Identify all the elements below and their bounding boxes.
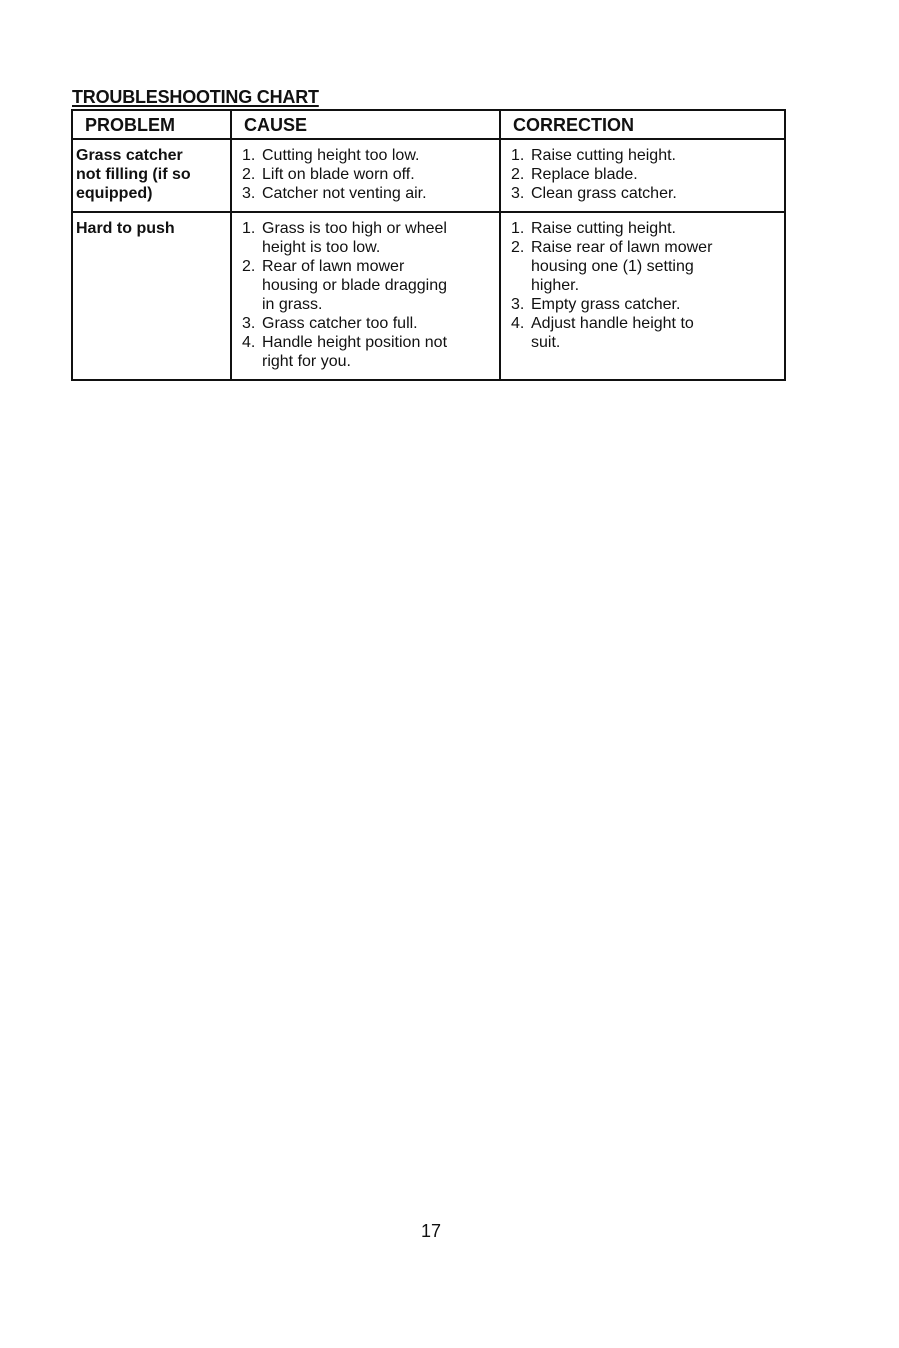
cause-cell — [231, 212, 500, 380]
step-text: Raise cutting height. — [531, 147, 676, 164]
cause-list — [236, 219, 493, 371]
step-text: Handle height position not right for you. — [262, 334, 448, 370]
list-item — [236, 257, 493, 314]
list-item — [236, 314, 493, 333]
step-number: 3. — [242, 185, 256, 202]
step-number: 4. — [242, 334, 256, 351]
list-item — [505, 314, 778, 352]
step-number: 2. — [242, 166, 256, 183]
step-number: 3. — [511, 185, 525, 202]
problem-column-header: PROBLEM — [72, 110, 231, 139]
table-row — [72, 212, 785, 380]
troubleshooting-table — [71, 109, 786, 381]
step-text: Rear of lawn mower housing or blade dragging in grass. — [262, 258, 448, 313]
cause-cell — [231, 139, 500, 212]
step-text: Raise rear of lawn mower housing one (1) setting higher. — [531, 239, 713, 294]
step-text: Adjust handle height to suit. — [531, 315, 694, 351]
cause-column-header: CAUSE — [231, 110, 500, 139]
correction-column-header: CORRECTION — [500, 110, 785, 139]
chart-title: TROUBLESHOOTING CHART — [72, 87, 319, 107]
list-item — [505, 165, 778, 184]
page-number: 17 — [421, 1221, 442, 1241]
problem-cell — [72, 139, 231, 212]
step-text: Grass is too high or wheel height is too low. — [262, 220, 447, 256]
step-number: 1. — [511, 220, 525, 237]
problem-cell — [72, 212, 231, 380]
step-number: 2. — [511, 239, 525, 256]
problem-text: Grass catcher not filling (if so equipped) — [76, 147, 191, 202]
step-text: Catcher not venting air. — [262, 185, 427, 202]
step-text: Lift on blade worn off. — [262, 166, 415, 183]
list-item — [236, 146, 493, 165]
step-number: 3. — [242, 315, 256, 332]
step-text: Cutting height too low. — [262, 147, 420, 164]
list-item — [505, 184, 778, 203]
step-number: 4. — [511, 315, 525, 332]
list-item — [236, 165, 493, 184]
list-item — [236, 184, 493, 203]
step-number: 1. — [511, 147, 525, 164]
correction-cell — [500, 212, 785, 380]
cause-list — [236, 146, 493, 203]
table-row — [72, 139, 785, 212]
step-text: Clean grass catcher. — [531, 185, 677, 202]
list-item — [505, 219, 778, 238]
table-header-row — [72, 110, 785, 139]
correction-cell — [500, 139, 785, 212]
step-number: 2. — [242, 258, 256, 275]
step-text: Replace blade. — [531, 166, 638, 183]
step-number: 3. — [511, 296, 525, 313]
step-text: Raise cutting height. — [531, 220, 676, 237]
list-item — [505, 295, 778, 314]
step-number: 1. — [242, 220, 256, 237]
correction-list — [505, 146, 778, 203]
correction-list — [505, 219, 778, 352]
problem-text: Hard to push — [76, 220, 175, 237]
step-number: 2. — [511, 166, 525, 183]
step-text: Empty grass catcher. — [531, 296, 681, 313]
list-item — [505, 238, 778, 295]
step-number: 1. — [242, 147, 256, 164]
list-item — [505, 146, 778, 165]
list-item — [236, 219, 493, 257]
step-text: Grass catcher too full. — [262, 315, 418, 332]
list-item — [236, 333, 493, 371]
